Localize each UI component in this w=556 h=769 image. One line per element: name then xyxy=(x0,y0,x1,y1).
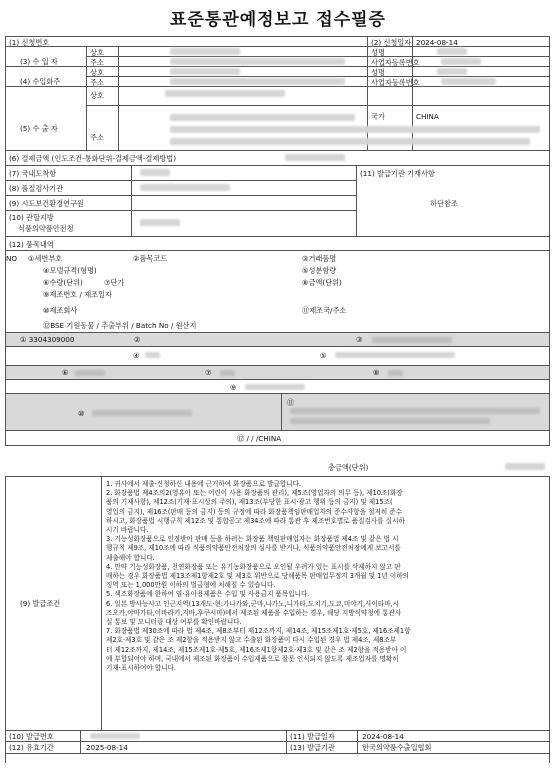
redacted-text xyxy=(437,48,467,55)
redacted-text xyxy=(505,463,545,470)
rule xyxy=(5,430,550,431)
item-quantity-marker: ⑥ xyxy=(62,368,69,377)
owner-bizno-label: 사업자등록번호 xyxy=(371,78,420,87)
quality-inspector-label: (8) 품질검사기관 xyxy=(9,184,64,193)
col-item-code: ②품목코드 xyxy=(133,254,168,263)
rule xyxy=(86,56,550,57)
redacted-text xyxy=(437,68,467,75)
condition-line: 5. 색조화장품에 한하여 염·유아용제품은 수입 및 사용금지 품목입니다. xyxy=(106,590,310,599)
item-row-band xyxy=(5,333,550,346)
importer-bizno-label: 사업자등록번호 xyxy=(371,58,420,67)
col-ingredients: ⑤성분함량 xyxy=(302,266,337,275)
redacted-text xyxy=(140,184,230,191)
rule xyxy=(5,730,550,731)
condition-line: 에 부합되어야 하며, 국내에서 제조된 화장품이 수입제품으로 잘못 인식되지 않도록 제조업자를 명확히 xyxy=(106,654,399,663)
issue-date-value: 2024-08-14 xyxy=(362,732,404,741)
condition-line: 매하는 경우 화장품법 제13조제1항제2호 및 제3호 위반으로 당해품목 판매업무정지 3개월 및 1년 이하의 xyxy=(106,572,409,581)
owner-company-label: 상호 xyxy=(90,68,104,77)
rule xyxy=(5,195,357,196)
exporter-company-label: 상호 xyxy=(90,91,104,100)
exporter-country-label: 국가 xyxy=(371,112,385,121)
exporter-label: (5) 수 출 자 xyxy=(20,124,58,133)
rule xyxy=(281,394,282,430)
condition-line: 기재·표시하여야 합니다. xyxy=(106,664,176,673)
condition-line: 하시고, 화장품법 시행규칙 제12조 및 통합공고 제34조에 따라 통관 후 제조번호별로 품질검사를 실시하 xyxy=(106,516,405,525)
redacted-text xyxy=(220,370,235,376)
redacted-text xyxy=(145,352,160,358)
condition-line: 징역 또는 1,000만원 이하의 벌금형에 처해질 수 있습니다. xyxy=(106,581,276,590)
page-title: 표준통관예정보고 접수필증 xyxy=(170,10,386,30)
application-date-label: (2) 신청일자 xyxy=(371,38,412,47)
item-hs-code: ① 3304309000 xyxy=(20,335,75,344)
redacted-text xyxy=(92,410,192,416)
importer-address-label: 주소 xyxy=(90,58,104,67)
arrival-port-label: (7) 국내도착항 xyxy=(9,169,57,178)
condition-line: 3. 기능성화장품으로 인정받아 판매 등을 하려는 화장품 책임판매업자는 화장품법 제4조 및 같은 법 시 xyxy=(106,535,399,544)
item-manufacturer-marker: ⑩ xyxy=(78,409,85,418)
rule xyxy=(5,753,550,754)
item-code-marker: ② xyxy=(134,335,141,344)
col-no: NO xyxy=(6,254,18,263)
validity-value: 2025-08-14 xyxy=(86,743,128,752)
rule xyxy=(5,210,357,211)
redacted-text xyxy=(165,90,285,97)
redacted-text xyxy=(170,78,345,85)
item-trade-name-marker: ③ xyxy=(356,335,363,344)
col-lot: ⑨제조번호 / 제조일자 xyxy=(43,290,112,299)
redacted-text xyxy=(170,138,530,145)
rule xyxy=(80,730,81,753)
total-amount-label: 총금액(단위) xyxy=(328,463,369,472)
col-model: ④모델규격(형명) xyxy=(43,266,97,275)
condition-line: 품의 기재사항), 제12조(기재·표시상의 주의), 제13조(부당한 표시·광고 행위 등의 금지) 및 제15조( xyxy=(106,498,393,507)
item-lot-marker: ⑨ xyxy=(230,383,237,392)
rule xyxy=(5,236,550,237)
condition-line: 제출해야 합니다. xyxy=(106,553,155,562)
redacted-text xyxy=(388,370,403,376)
owner-address-label: 주소 xyxy=(90,78,104,87)
condition-line: 7. 화장품법 제30조에 따라 법 제4조, 제8조부터 제12조까지, 제14조, 제15조제1호·제5호, 제16조제1항 xyxy=(106,627,411,636)
redacted-text xyxy=(170,126,540,133)
col-bse: ⑫BSE 기원동물 / 추출부위 / Batch No / 원산지 xyxy=(43,321,197,330)
issue-number-label: (10) 발급번호 xyxy=(9,732,54,741)
condition-line: 터 제12조까지, 제14조, 제15조제1호·제5호, 제16조제1항제2호·제3호 및 같은 조 제2항을 적용받아 이 xyxy=(106,645,407,654)
redacted-text xyxy=(245,384,305,390)
condition-line: 영업의 금지), 제16조(판매 등의 금지) 등의 규정에 따라 화장품책임판매업자의 준수사항을 철저히 준수 xyxy=(106,507,403,516)
rule xyxy=(549,236,550,445)
col-hs-code: ①세번부호 xyxy=(28,254,63,263)
exporter-address-label: 주소 xyxy=(90,133,104,142)
condition-line: 시기 바랍니다. xyxy=(106,526,149,535)
rule xyxy=(286,730,287,753)
rule xyxy=(549,36,550,236)
issuer-label: (13) 발급기관 xyxy=(290,743,335,752)
rule xyxy=(5,476,550,477)
payment-label: (6) 결제금액 (인도조건-통화단위-결제금액-결제방법) xyxy=(9,154,177,163)
col-amount: ⑧금액(단위) xyxy=(302,278,342,287)
rule xyxy=(356,165,357,236)
application-date-value: 2024-08-14 xyxy=(416,38,458,47)
conditions-text xyxy=(106,480,550,673)
rule xyxy=(5,180,357,181)
cargo-owner-label: (4) 수입화주 xyxy=(20,77,61,86)
rule xyxy=(5,236,6,445)
rule xyxy=(5,445,550,446)
redacted-text xyxy=(372,337,452,343)
redacted-text xyxy=(441,78,496,85)
redacted-text xyxy=(140,169,170,176)
rule xyxy=(86,76,550,77)
redacted-text xyxy=(170,68,240,75)
rule xyxy=(5,476,6,763)
see-below-text: 하단참조 xyxy=(430,199,458,208)
item-origin-marker: ⑪ xyxy=(287,398,295,407)
rule xyxy=(131,165,132,236)
redacted-text xyxy=(441,58,481,65)
owner-name-label: 성명 xyxy=(371,68,385,77)
condition-line: 행규칙 제9조, 제10조에 따라 식품의약품안전처장의 심사를 받거나, 식품의약품안전처장에게 보고서를 xyxy=(106,544,401,553)
item-ingredients-marker: ⑤ xyxy=(320,351,327,360)
item-bse-value: ⑫ / / /CHINA xyxy=(237,434,282,443)
rule xyxy=(118,46,119,150)
rule xyxy=(5,36,550,37)
col-quantity: ⑥수량(단위) xyxy=(43,278,83,287)
importer-name-label: 성명 xyxy=(371,48,385,57)
col-trade-name: ③거래품명 xyxy=(302,254,337,263)
redacted-text xyxy=(75,370,105,376)
redacted-text xyxy=(290,408,540,414)
validity-label: (12) 유효기간 xyxy=(9,743,54,752)
rule xyxy=(5,36,6,236)
condition-line: 6. 일본 방사능사고 인근지역(13개도·현:가나가와,군마,나가노,니가타,도치기,도쿄,미야기,사이타마,시 xyxy=(106,599,400,608)
health-institute-label: (9) 시도보건환경연구원 xyxy=(9,199,84,208)
rule xyxy=(357,730,358,753)
rule xyxy=(5,165,550,166)
item-details-label: (12) 품목내역 xyxy=(9,240,54,249)
redacted-text xyxy=(170,48,240,55)
rule xyxy=(101,476,102,730)
item-amount-marker: ⑧ xyxy=(373,368,380,377)
rule xyxy=(5,379,550,380)
redacted-text xyxy=(140,219,180,226)
col-origin: ⑪제조국/주소 xyxy=(302,306,347,315)
conditions-label: (9) 발급조건 xyxy=(20,599,61,608)
condition-line: 2. 화장품법 제4조의2(영유아 또는 어린이 사용 화장품의 관리), 제5조(영업자의 의무 등), 제10조(화장 xyxy=(106,489,403,498)
redacted-text xyxy=(170,58,345,65)
condition-line: 실 통보 및 모니터링 대상 여부를 확인바랍니다. xyxy=(106,618,242,627)
issue-date-label: (11) 발급일자 xyxy=(290,732,335,741)
item-model-marker: ④ xyxy=(133,351,140,360)
regional-authority-label-2: 식품의약품안전청 xyxy=(18,224,74,233)
issuer-value: 한국의약품수출입협회 xyxy=(362,743,432,752)
importer-label: (3) 수 입 자 xyxy=(20,57,58,66)
redacted-text xyxy=(335,352,455,358)
item-unit-price-marker: ⑦ xyxy=(205,368,212,377)
regional-authority-label: (10) 관할지방 xyxy=(9,213,54,222)
redacted-text xyxy=(170,114,355,121)
col-unit-price: ⑦단가 xyxy=(104,278,125,287)
condition-line: 즈오카,야마가타,이바라키,지바,후쿠시마)에서 제조된 제품을 수입하는 경우, 해당 지방식약청에 통관사 xyxy=(106,608,402,617)
condition-line: 4. 만약 기능성화장품, 천연화장품 또는 유기농화장품으로 오인될 우려가 있는 표시를 삭제하지 않고 판 xyxy=(106,562,401,571)
condition-line: 1. 귀사에서 제출·신청하신 내용에 근거하여 화장품으로 발급합니다. xyxy=(106,480,302,488)
redacted-text xyxy=(90,733,140,739)
issuer-notes-label: (11) 발급기관 기재사항 xyxy=(360,169,435,178)
exporter-country-value: CHINA xyxy=(416,112,439,121)
rule xyxy=(5,741,550,742)
rule xyxy=(5,250,550,251)
rule xyxy=(5,150,550,151)
redacted-text xyxy=(290,418,490,424)
importer-company-label: 상호 xyxy=(90,48,104,57)
col-manufacturer: ⑩제조회사 xyxy=(43,306,78,315)
application-number-label: (1) 신청번호 xyxy=(9,38,50,47)
redacted-text xyxy=(285,154,345,161)
condition-line: 제2호·제3호 및 같은 조 제2항을 적용받지 않고 수출된 화장품이 다시 수입된 경우 법 제4조, 제8조부 xyxy=(106,636,397,645)
rule xyxy=(86,46,87,150)
rule xyxy=(86,105,550,106)
rule xyxy=(5,346,550,347)
